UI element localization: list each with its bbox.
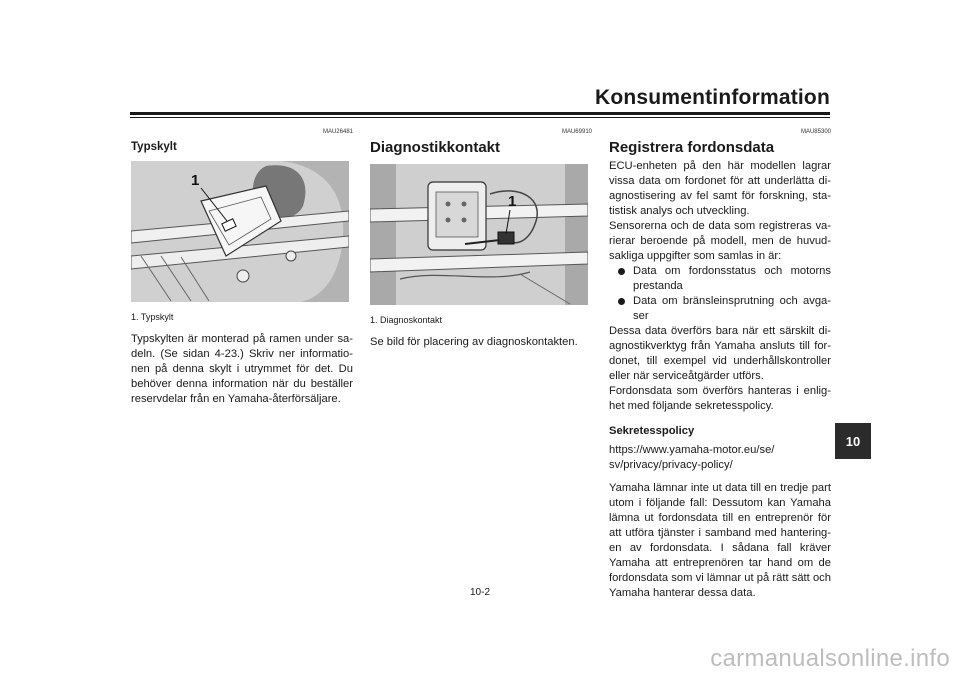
section-heading-typskylt: Typskylt — [131, 141, 177, 153]
column-left — [131, 118, 353, 407]
header-rule-thick — [130, 112, 830, 115]
section-code: MAU26481 — [322, 129, 353, 135]
diagnostik-illustration — [370, 164, 588, 305]
body-text: Typskylten är monterad på ramen under sa-deln. (Se sidan 4-23.) Skriv ner informatio-nen på denna skylt i utrymmet för det. Du behöver denna information när du beställer reservdelar från en Yamaha-återförsäljare. — [131, 333, 353, 405]
paragraph-third-party: Yamaha lämnar inte ut data till en tredje part utom i följande fall: Dessutom kan Yamaha lämna ut fordonsdata till en entreprenör för att utföra tjänster i samband med hantering-en av fordonsdata. I sådana fall kräver Yamaha att entreprenören tar hand om de fordonsdata som vi lämnar ut på rätt sätt och Yamaha hanterar dessa data. — [609, 482, 831, 599]
figure-caption: 1. Typskylt — [131, 312, 174, 322]
page-number: 10-2 — [469, 587, 490, 598]
paragraph-intro: ECU-enheten på den här modellen lagrar vissa data om fordonet för att underlätta di-agnostisering av fel samt för forskning, sta-tistisk analys och utveckling. — [609, 160, 831, 217]
page-title: Konsumentinformation — [595, 86, 830, 109]
section-code: MAU69910 — [561, 129, 592, 135]
policy-url[interactable]: https://www.yamaha-motor.eu/se/ sv/privacy/privacy-policy/ — [609, 444, 775, 471]
paragraph-transfer: Dessa data överförs bara när ett särskilt di-agnostikverktyg från Yamaha ansluts till for-donet, till exempel vid underhållskontroller eller när serviceåtgärder utförs. — [609, 325, 831, 382]
bullet-item: Data om fordonsstatus och motorns prestanda — [609, 264, 831, 294]
figure-callout-1: 1 — [191, 172, 200, 189]
paragraph-sensors: Sensorerna och de data som registreras va-rierar beroende på modell, men de huvud-sakliga uppgifter som samlas in är: — [609, 220, 831, 262]
figure-diagnostikkontakt — [370, 164, 588, 305]
policy-heading: Sekretesspolicy — [609, 425, 695, 437]
body-text — [609, 159, 831, 414]
chapter-tab[interactable]: 10 — [835, 423, 871, 459]
watermark: carmanualsonline.info — [710, 645, 950, 672]
paragraph-secrecy: Fordonsdata som överförs hanteras i enlig-het med följande sekretesspolicy. — [609, 385, 831, 412]
figure-callout-1: 1 — [508, 193, 517, 210]
column-middle — [370, 118, 592, 350]
figure-typskylt — [131, 161, 349, 302]
body-text: Se bild för placering av diagnoskontakten. — [370, 336, 578, 348]
column-right — [609, 118, 831, 601]
bullet-list — [609, 264, 831, 324]
section-heading-fordonsdata: Registrera fordonsdata — [609, 139, 775, 156]
section-code: MAU85300 — [800, 129, 831, 135]
section-heading-diagnostik: Diagnostikkontakt — [370, 139, 501, 156]
bullet-item: Data om bränsleinsprutning och avga-ser — [609, 294, 831, 324]
figure-caption: 1. Diagnoskontakt — [370, 315, 443, 325]
typskylt-illustration — [131, 161, 349, 302]
